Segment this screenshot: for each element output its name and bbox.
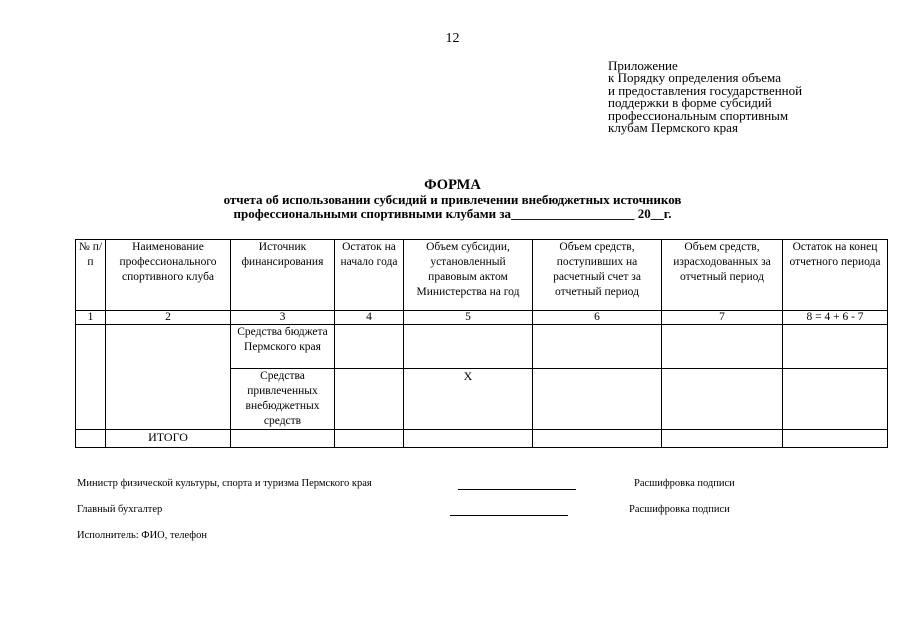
empty-cell[interactable]: [533, 325, 662, 369]
table-row-budget: [76, 325, 888, 369]
source-budget-cell: Средства бюджета Пермского края: [231, 325, 335, 369]
appendix-line: к Порядку определения объема: [608, 70, 781, 86]
form-subtitle-line2: профессиональными спортивными клубами за___________________ 20__г.: [233, 205, 672, 221]
source-extrabudget-cell: Средства привлеченных внебюджетных средств: [231, 369, 335, 430]
empty-cell[interactable]: [783, 369, 888, 430]
empty-cell[interactable]: [783, 325, 888, 369]
appendix-note: [608, 60, 802, 134]
page-number: 12: [445, 31, 460, 46]
appendix-line: клубам Пермского края: [608, 120, 738, 136]
empty-cell[interactable]: [335, 325, 404, 369]
minister-decode-label: Расшифровка подписи: [634, 478, 735, 489]
report-table: [75, 239, 888, 448]
appendix-line: Приложение: [608, 58, 678, 73]
table-row-total: [76, 430, 888, 448]
empty-cell[interactable]: [106, 325, 231, 430]
header-cell-number: № п/п: [76, 240, 106, 311]
empty-cell[interactable]: [662, 325, 783, 369]
form-title-block: [0, 178, 905, 220]
accountant-decode-label: Расшифровка подписи: [629, 504, 730, 515]
header-cell-funding-source: Источник финансирования: [231, 240, 335, 311]
empty-cell[interactable]: [231, 430, 335, 448]
header-row: [76, 240, 888, 311]
minister-label: Министр физической культуры, спорта и туризма Пермского края: [77, 478, 372, 489]
header-cell-subsidy-amount: Объем субсидии, установленный правовым актом Министерства на год: [404, 240, 533, 311]
empty-cell[interactable]: [335, 369, 404, 430]
form-title: ФОРМА: [424, 177, 481, 193]
header-cell-closing-balance: Остаток на конец отчетного периода: [783, 240, 888, 311]
column-number-cell: 5: [404, 311, 533, 325]
empty-cell[interactable]: [662, 369, 783, 430]
accountant-label: Главный бухгалтер: [77, 504, 163, 515]
empty-cell[interactable]: [335, 430, 404, 448]
column-number-cell: 3: [231, 311, 335, 325]
column-number-cell: 7: [662, 311, 783, 325]
column-number-row: [76, 311, 888, 325]
header-cell-funds-spent: Объем средств, израсходованных за отчетный период: [662, 240, 783, 311]
empty-cell[interactable]: [533, 369, 662, 430]
appendix-line: профессиональным спортивным: [608, 107, 789, 123]
empty-cell[interactable]: [783, 430, 888, 448]
executor-label: Исполнитель: ФИО, телефон: [77, 530, 207, 541]
column-number-cell: 2: [106, 311, 231, 325]
accountant-signature-line[interactable]: [450, 514, 568, 516]
empty-cell[interactable]: [662, 430, 783, 448]
appendix-line: и предоставления государственной: [608, 82, 803, 98]
minister-signature-line[interactable]: [458, 488, 576, 490]
appendix-line: поддержки в форме субсидий: [608, 95, 772, 111]
column-number-cell: 4: [335, 311, 404, 325]
empty-cell[interactable]: [404, 325, 533, 369]
total-label: ИТОГО: [106, 430, 231, 448]
empty-cell[interactable]: [404, 430, 533, 448]
column-number-cell: 8 = 4 + 6 - 7: [783, 311, 888, 325]
form-subtitle-line1: отчета об использовании субсидий и привлечении внебюджетных источников: [223, 192, 682, 207]
empty-cell[interactable]: [533, 430, 662, 448]
empty-cell[interactable]: [76, 325, 106, 430]
column-number-cell: 1: [76, 311, 106, 325]
header-cell-funds-received: Объем средств, поступивших на расчетный счет за отчетный период: [533, 240, 662, 311]
header-cell-opening-balance: Остаток на начало года: [335, 240, 404, 311]
header-cell-club-name: Наименование профессионального спортивного клуба: [106, 240, 231, 311]
x-mark-cell: X: [404, 369, 533, 430]
empty-cell[interactable]: [76, 430, 106, 448]
column-number-cell: 6: [533, 311, 662, 325]
